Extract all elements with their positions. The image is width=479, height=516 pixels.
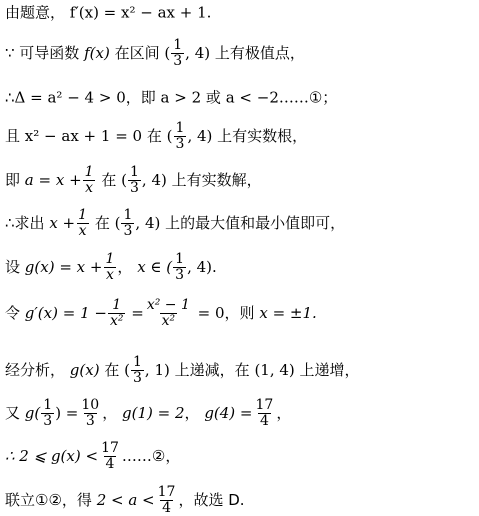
fraction bbox=[121, 208, 134, 239]
solution-line-7 bbox=[5, 252, 217, 283]
line-text: 令 bbox=[5, 304, 21, 322]
paren-open: ( bbox=[114, 214, 121, 232]
line-text: ， bbox=[184, 404, 200, 422]
numerator: 17 bbox=[101, 440, 119, 456]
solution-line-11 bbox=[5, 441, 180, 472]
line-text: 上递增， bbox=[299, 361, 360, 379]
numerator: x² − 1 bbox=[146, 297, 190, 313]
line-text: ，则 bbox=[224, 304, 255, 322]
line-text: 在 bbox=[101, 171, 117, 189]
numerator: 1 bbox=[175, 251, 185, 267]
interval-end: , 1) bbox=[144, 361, 170, 379]
denominator: 3 bbox=[130, 180, 139, 196]
fraction bbox=[99, 441, 121, 472]
interval: (1, 4) bbox=[254, 361, 295, 379]
line-text: 或 bbox=[205, 88, 221, 107]
denominator: 3 bbox=[43, 413, 53, 429]
denominator: 4 bbox=[162, 500, 171, 516]
solution-line-3 bbox=[5, 90, 337, 106]
line-text: ， bbox=[102, 404, 118, 422]
line-text: 在 bbox=[104, 361, 120, 379]
line-text: 又 bbox=[5, 404, 21, 422]
line-text: 且 bbox=[5, 127, 21, 145]
fraction bbox=[254, 398, 276, 429]
final-answer: ，故选 D. bbox=[178, 491, 245, 509]
line-text: 上有极值点， bbox=[214, 44, 305, 62]
numerator: 1 bbox=[78, 207, 88, 223]
equals-sign: = bbox=[131, 304, 144, 322]
expression: x = ±1. bbox=[259, 304, 317, 322]
denominator: 4 bbox=[259, 413, 269, 429]
expression: g′(x) = 1 − bbox=[24, 304, 107, 322]
solution-line-4 bbox=[5, 121, 307, 152]
numerator: 17 bbox=[157, 484, 176, 500]
paren-open: ( bbox=[164, 44, 171, 62]
numerator: 10 bbox=[81, 397, 100, 413]
paren-open: ( bbox=[166, 127, 173, 145]
line-text: 在区间 bbox=[114, 44, 160, 62]
denominator: 3 bbox=[175, 267, 185, 283]
interval-end: , 4) bbox=[185, 44, 211, 62]
denominator: x bbox=[78, 223, 87, 239]
fraction bbox=[79, 398, 101, 429]
expression: x + bbox=[49, 214, 76, 232]
line-text: 设 bbox=[5, 258, 21, 276]
expression: ) = bbox=[55, 404, 79, 422]
denominator: 3 bbox=[133, 370, 142, 386]
solution-line-5 bbox=[5, 165, 262, 196]
line-text: 经分析， bbox=[5, 361, 66, 379]
expression: g( bbox=[24, 404, 41, 422]
numerator: 17 bbox=[255, 397, 274, 413]
fraction bbox=[174, 121, 187, 152]
discriminant-expression: ∴Δ = a² − 4 > 0 bbox=[5, 88, 126, 107]
line-text: 联立①②，得 bbox=[5, 491, 92, 509]
equation: x² − ax + 1 = 0 bbox=[24, 127, 143, 145]
line-text: 由题意， bbox=[5, 3, 66, 22]
expression: = 0 bbox=[197, 304, 225, 322]
fraction bbox=[171, 38, 184, 69]
fraction bbox=[145, 298, 192, 329]
answer-inequality: 2 < a < bbox=[96, 491, 155, 509]
line-text: 上有实数解， bbox=[171, 171, 262, 189]
solution-line-8 bbox=[5, 298, 317, 329]
denominator: 3 bbox=[85, 413, 95, 429]
line-text: 即 bbox=[5, 171, 21, 189]
line-text: ……②， bbox=[121, 447, 181, 465]
fraction bbox=[131, 355, 144, 386]
denominator: x² bbox=[109, 313, 124, 329]
fraction bbox=[41, 398, 54, 429]
solution-line-2 bbox=[5, 38, 305, 69]
denominator: 3 bbox=[123, 223, 133, 239]
expression: a = x + bbox=[24, 171, 82, 189]
numerator: 1 bbox=[112, 297, 122, 313]
inequality: a > 2 bbox=[160, 88, 202, 107]
denominator: x² bbox=[161, 313, 176, 329]
interval-end: , 4) bbox=[187, 127, 213, 145]
line-text: ，即 bbox=[125, 88, 156, 107]
interval-end: , 4). bbox=[187, 258, 217, 276]
numerator: 1 bbox=[84, 164, 94, 180]
numerator: 1 bbox=[133, 354, 142, 370]
denominator: 3 bbox=[175, 136, 185, 152]
line-text: ∴求出 bbox=[5, 214, 45, 232]
line-text: 上递减，在 bbox=[174, 361, 250, 379]
numerator: 1 bbox=[173, 37, 183, 53]
inequality-marked-2: ∴ 2 ⩽ g(x) < bbox=[5, 447, 99, 465]
line-text: 在 bbox=[146, 127, 162, 145]
line-text: 上的最大值和最小值即可， bbox=[165, 214, 346, 232]
solution-line-1 bbox=[5, 5, 211, 21]
domain-expression: x ∈ ( bbox=[137, 258, 173, 276]
denominator: x bbox=[105, 267, 114, 283]
solution-line-9 bbox=[5, 355, 360, 386]
paren-open: ( bbox=[121, 171, 127, 189]
fraction bbox=[108, 298, 126, 329]
line-text: ， bbox=[117, 258, 133, 276]
numerator: 1 bbox=[123, 207, 133, 223]
solution-line-6 bbox=[5, 208, 345, 239]
expression: g(1) = 2 bbox=[122, 404, 185, 422]
expression: g(4) = bbox=[204, 404, 253, 422]
line-text: ∵ 可导函数 bbox=[5, 44, 80, 62]
fraction bbox=[156, 485, 178, 516]
fraction bbox=[128, 165, 141, 196]
expression: g(x) bbox=[69, 361, 100, 379]
paren-open: ( bbox=[124, 361, 130, 379]
numerator: 1 bbox=[43, 397, 53, 413]
interval-end: , 4) bbox=[135, 214, 161, 232]
fraction bbox=[76, 208, 89, 239]
solution-line-10 bbox=[5, 398, 291, 429]
denominator: x bbox=[85, 180, 94, 196]
fraction bbox=[83, 165, 96, 196]
solution-line-12 bbox=[5, 485, 245, 516]
line-text: 在 bbox=[94, 214, 110, 232]
inequality-marked-1: a < −2……①； bbox=[225, 88, 338, 107]
fraction bbox=[103, 252, 116, 283]
expression: g(x) = x + bbox=[24, 258, 103, 276]
function-symbol: f(x) bbox=[84, 44, 110, 62]
fraction bbox=[173, 252, 186, 283]
denominator: 3 bbox=[173, 53, 183, 69]
line-text: 上有实数根， bbox=[217, 127, 308, 145]
denominator: 4 bbox=[105, 456, 115, 472]
numerator: 1 bbox=[175, 120, 185, 136]
numerator: 1 bbox=[105, 251, 115, 267]
derivative-expression: f′(x) = x² − ax + 1. bbox=[69, 3, 212, 22]
interval-end: , 4) bbox=[141, 171, 167, 189]
line-text: ， bbox=[276, 404, 292, 422]
numerator: 1 bbox=[130, 164, 139, 180]
